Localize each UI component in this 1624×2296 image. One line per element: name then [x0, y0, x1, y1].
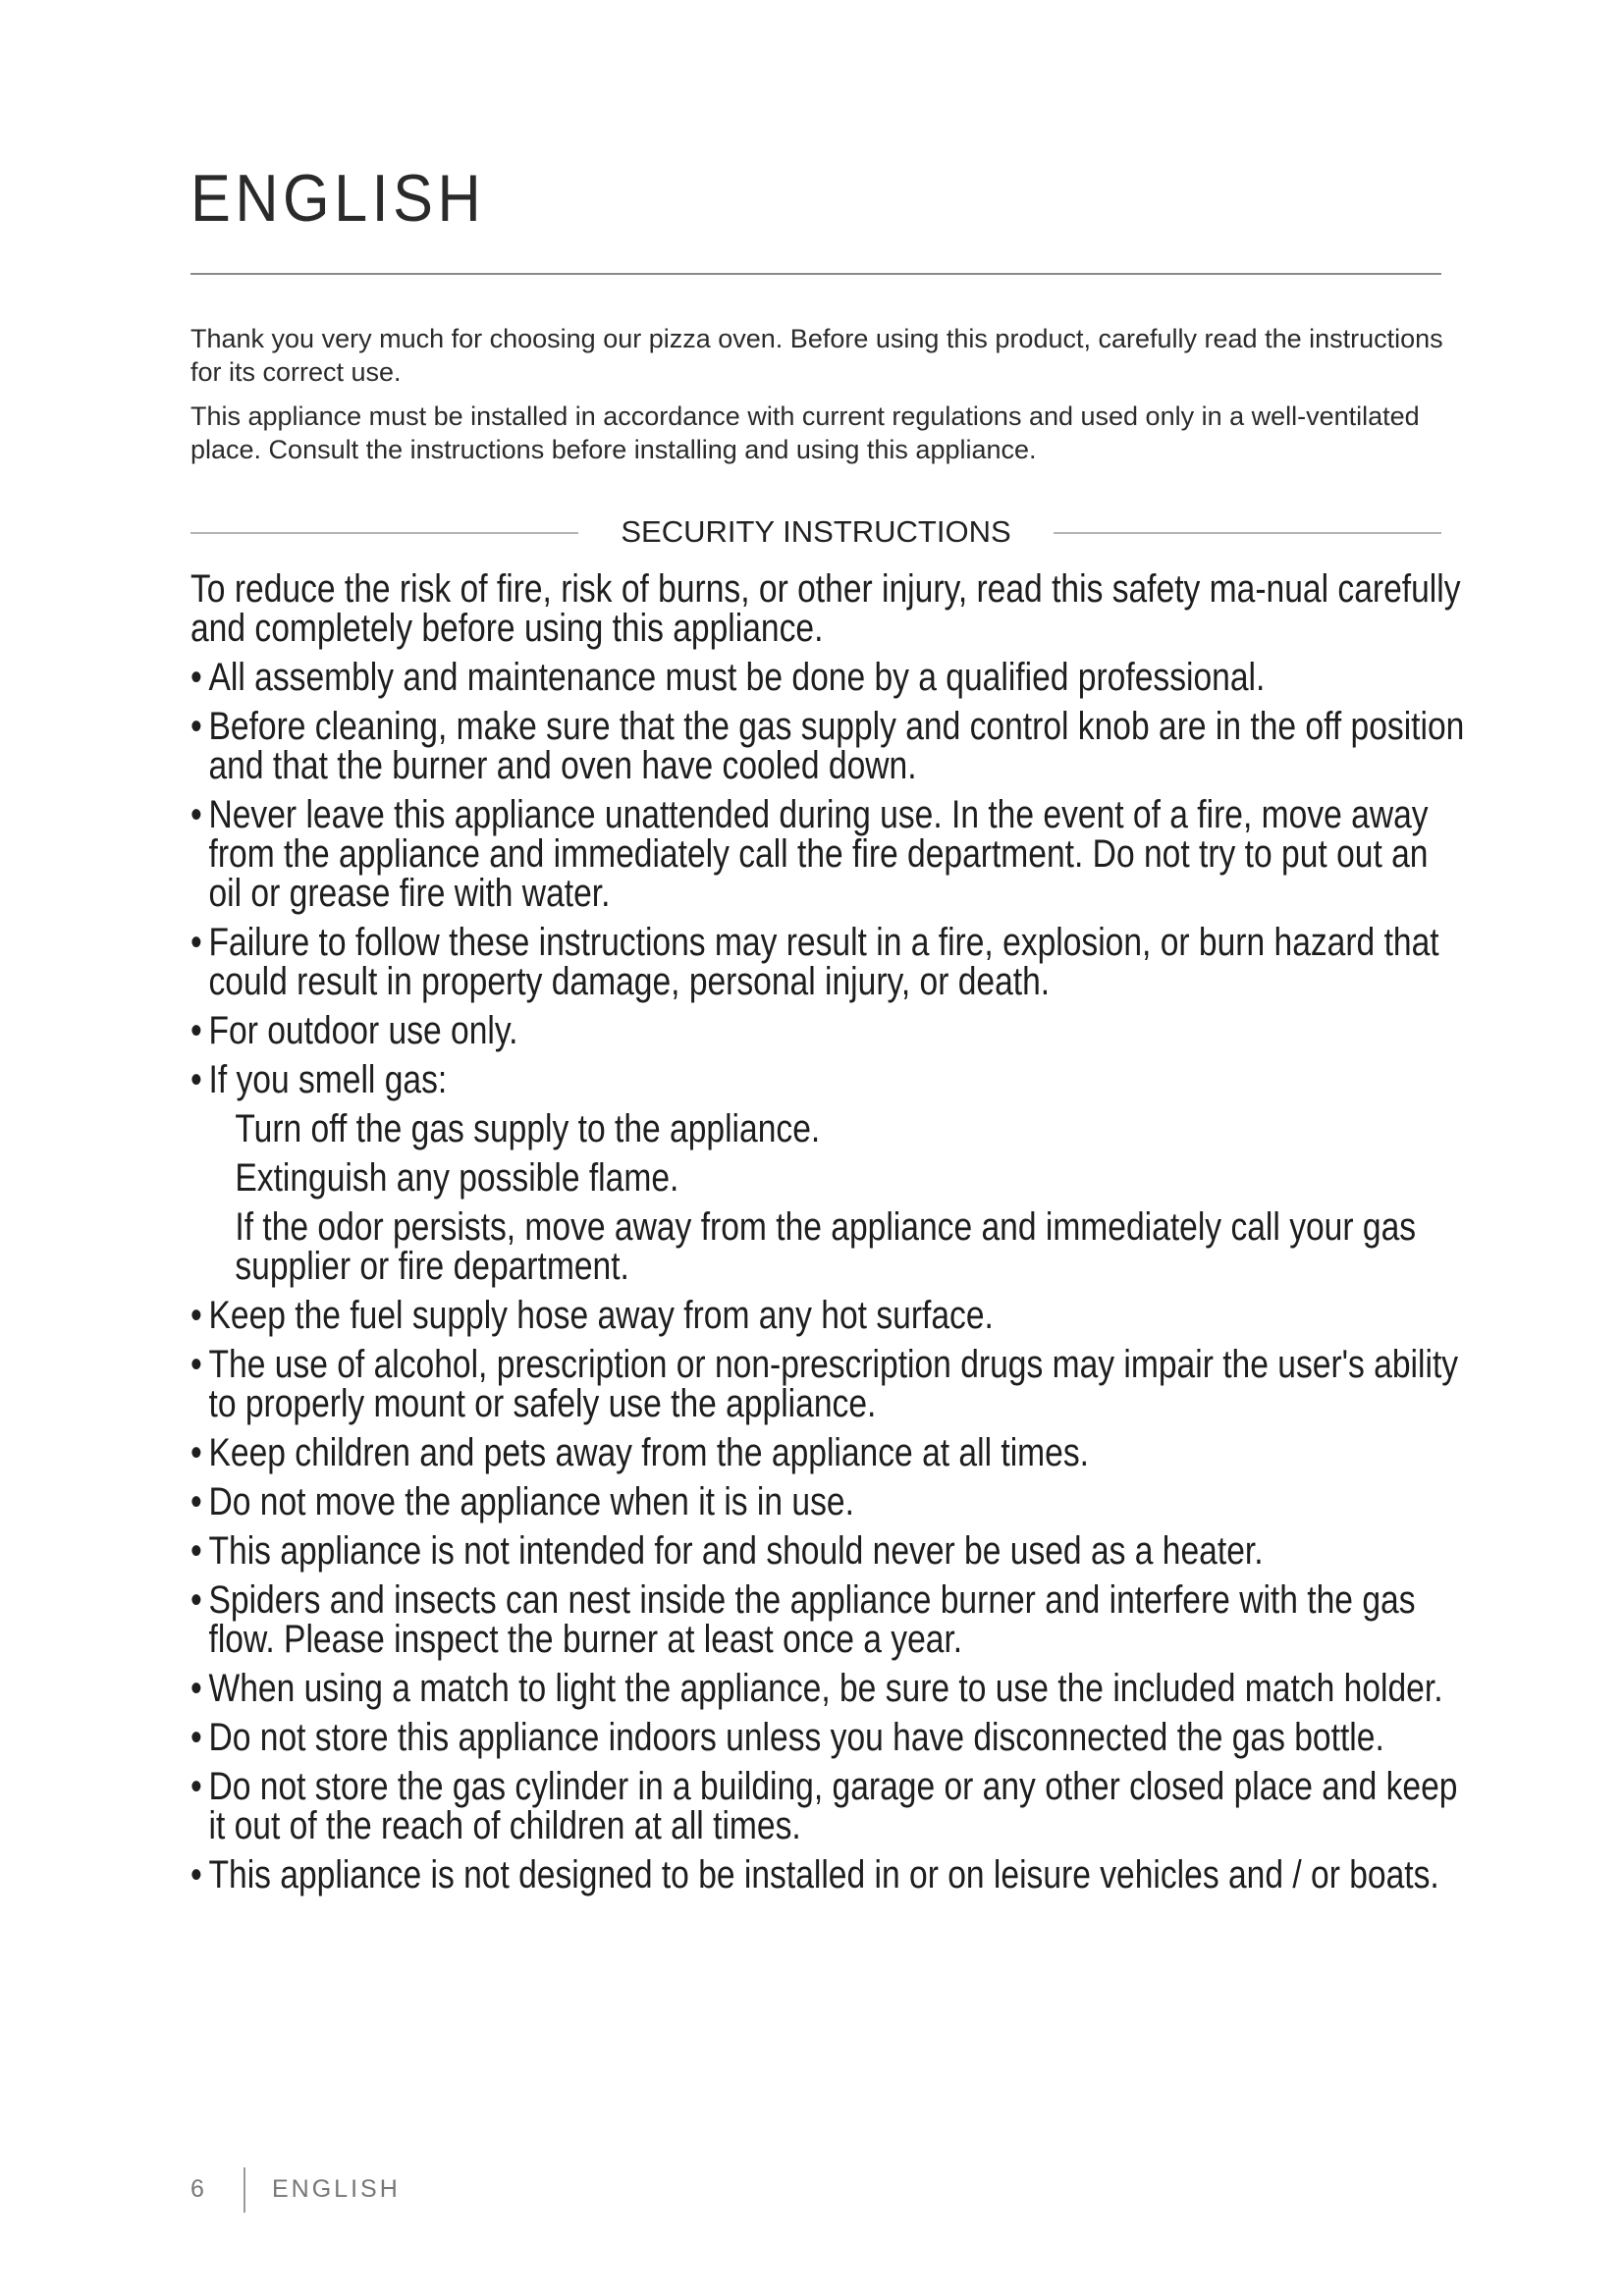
- section-divider-right: [1054, 532, 1441, 534]
- page-number: 6: [190, 2175, 207, 2203]
- list-item-text: Do not store the gas cylinder in a building, garage or any other closed place and keep it out of the reach of children at all times.: [208, 1765, 1458, 1847]
- list-item: [190, 707, 1469, 785]
- gas-steps: [208, 1109, 1469, 1286]
- gas-step: Turn off the gas supply to the appliance.: [235, 1107, 821, 1150]
- list-item: [190, 1345, 1469, 1423]
- safety-list: [190, 658, 1469, 1895]
- list-item-text: Do not move the appliance when it is in use.: [208, 1480, 854, 1523]
- list-item-text: For outdoor use only.: [208, 1009, 518, 1052]
- list-item-text: Keep children and pets away from the appliance at all times.: [208, 1431, 1089, 1474]
- bullet-icon: •: [190, 1431, 202, 1474]
- intro-paragraph: [190, 322, 1453, 389]
- list-item: [190, 1767, 1469, 1845]
- bullet-icon: •: [190, 1343, 202, 1386]
- list-item: [190, 1011, 1469, 1050]
- safety-lead-text: To reduce the risk of fire, risk of burns, or other injury, read this safety ma-nual carefully and completely before using this appliance.: [190, 567, 1461, 650]
- footer-divider: [244, 2167, 245, 2213]
- title-divider: [190, 273, 1441, 275]
- footer-label: ENGLISH: [272, 2175, 401, 2203]
- list-item-text: All assembly and maintenance must be done by a qualified professional.: [208, 656, 1266, 699]
- intro-paragraph: [190, 400, 1453, 466]
- list-item-gas: [190, 1060, 1469, 1286]
- list-item: [190, 1669, 1469, 1708]
- page-title: ENGLISH: [190, 161, 486, 236]
- list-item-text: When using a match to light the appliance, be sure to use the included match holder.: [208, 1667, 1443, 1710]
- bullet-icon: •: [190, 705, 202, 748]
- list-item: [190, 795, 1469, 913]
- list-item-text: If you smell gas:: [208, 1058, 448, 1101]
- bullet-icon: •: [190, 1853, 202, 1896]
- bullet-icon: •: [190, 1578, 202, 1622]
- safety-instructions: [190, 569, 1469, 1904]
- bullet-icon: •: [190, 656, 202, 699]
- bullet-icon: •: [190, 1529, 202, 1573]
- bullet-icon: •: [190, 921, 202, 964]
- intro-text: Thank you very much for choosing our pizza oven. Before using this product, carefully read the instructions for its correct use.: [190, 324, 1443, 387]
- bullet-icon: •: [190, 1058, 202, 1101]
- intro-text: This appliance must be installed in accordance with current regulations and used only in a well-ventilated place. Consult the instructions before installing and using this appliance.: [190, 401, 1420, 464]
- list-item-text: Spiders and insects can nest inside the appliance burner and interfere with the gas flow. Please inspect the burner at least once a year.: [208, 1578, 1416, 1661]
- section-header: [190, 512, 1441, 552]
- gas-step: If the odor persists, move away from the appliance and immediately call your gas supplier or fire department.: [235, 1205, 1417, 1288]
- bullet-icon: •: [190, 1294, 202, 1337]
- bullet-icon: •: [190, 1009, 202, 1052]
- list-item: [190, 658, 1469, 697]
- bullet-icon: •: [190, 1716, 202, 1759]
- list-item-text: Keep the fuel supply hose away from any hot surface.: [208, 1294, 994, 1337]
- list-item: [190, 1296, 1469, 1335]
- bullet-icon: •: [190, 1480, 202, 1523]
- section-title: SECURITY INSTRUCTIONS: [621, 514, 1011, 549]
- list-item-text: This appliance is not intended for and should never be used as a heater.: [208, 1529, 1264, 1573]
- bullet-icon: •: [190, 1765, 202, 1808]
- list-item-text: Never leave this appliance unattended during use. In the event of a fire, move away from the appliance and immediately call the fire department. Do not try to put out an oil or grease fire with water.: [208, 793, 1429, 915]
- list-item: [190, 1531, 1469, 1571]
- list-item: [190, 1718, 1469, 1757]
- list-item: [190, 1580, 1469, 1659]
- list-item-text: This appliance is not designed to be installed in or on leisure vehicles and / or boats.: [208, 1853, 1439, 1896]
- list-item-text: Before cleaning, make sure that the gas supply and control knob are in the off position and that the burner and oven have cooled down.: [208, 705, 1465, 787]
- gas-step: Extinguish any possible flame.: [235, 1156, 679, 1200]
- bullet-icon: •: [190, 793, 202, 836]
- list-item-text: Do not store this appliance indoors unless you have disconnected the gas bottle.: [208, 1716, 1384, 1759]
- list-item-text: The use of alcohol, prescription or non-prescription drugs may impair the user's ability to properly mount or safely use the appliance.: [208, 1343, 1459, 1425]
- list-item: [190, 1433, 1469, 1472]
- list-item: [190, 1855, 1469, 1895]
- bullet-icon: •: [190, 1667, 202, 1710]
- list-item-text: Failure to follow these instructions may result in a fire, explosion, or burn hazard that could result in property damage, personal injury, or death.: [208, 921, 1439, 1003]
- list-item: [190, 923, 1469, 1001]
- list-item: [190, 1482, 1469, 1522]
